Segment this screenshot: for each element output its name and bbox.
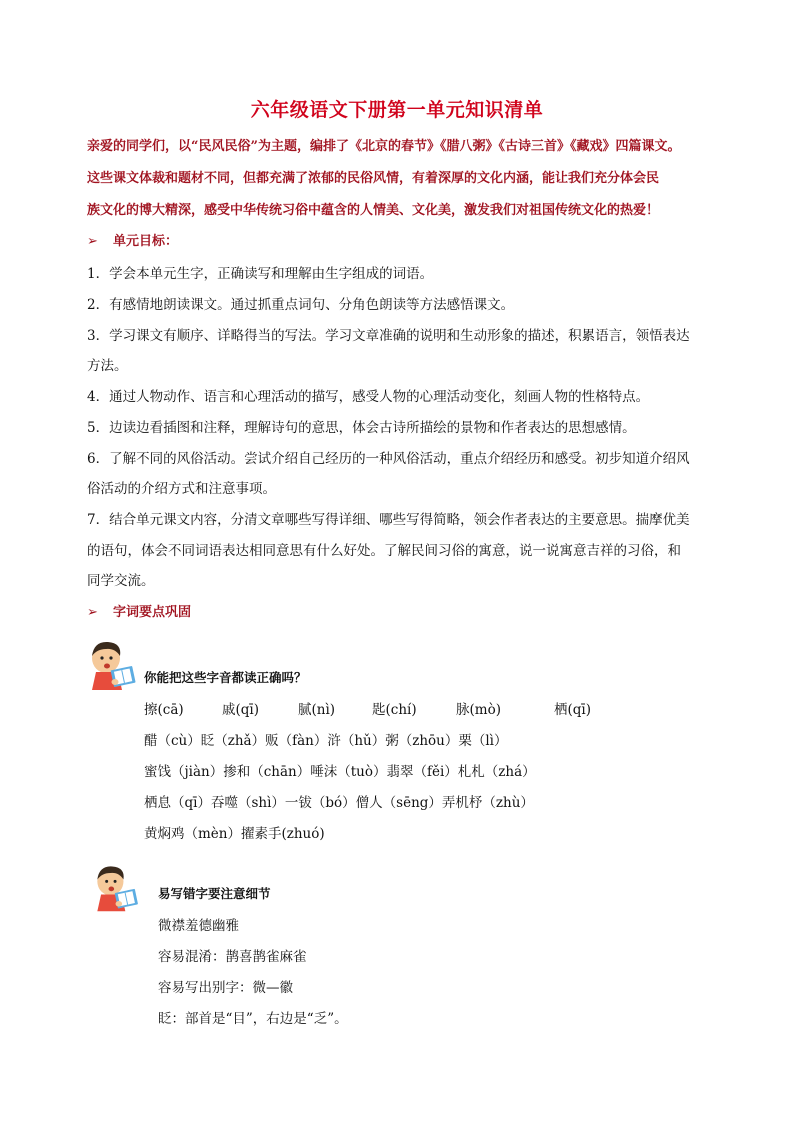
pinyin-item: 脉(mò): [456, 702, 501, 718]
section-label: 单元目标：: [113, 234, 179, 249]
reading-child-icon: [88, 862, 144, 912]
section-heading-words: [87, 601, 191, 620]
pinyin-item: 栖(qī): [554, 702, 591, 718]
goal-line: 2．有感情地朗读课文。通过抓重点词句、分角色朗读等方法感悟课文。: [87, 297, 515, 313]
goal-line: 的语句，体会不同词语表达相同意思有什么好处。了解民间习俗的寓意，说一说寓意吉祥的习俗，和: [87, 543, 681, 559]
pinyin-line: 黄焖鸡（mèn）擢素手(zhuó): [144, 826, 325, 842]
pinyin-item: 腻(nì): [298, 702, 336, 718]
goal-line: 4．通过人物动作、语言和心理活动的描写，感受人物的心理活动变化，刻画人物的性格特点。: [87, 389, 650, 405]
box-heading-spelling: 易写错字要注意细节: [158, 886, 271, 901]
section-heading-goals: [87, 230, 178, 249]
box-heading-pronunciation: 你能把这些字音都读正确吗？: [144, 670, 307, 685]
section-label: 字词要点巩固: [113, 605, 192, 620]
goal-line: 3．学习课文有顺序、详略得当的写法。学习文章准确的说明和生动形象的描述，积累语言，领悟表达: [87, 328, 690, 344]
arrow-bullet-icon: ➢: [87, 605, 98, 620]
spelling-line: 容易写出别字：微—徽: [158, 980, 293, 996]
goal-line: 5．边读边看插图和注释，理解诗句的意思，体会古诗所描绘的景物和作者表达的思想感情。: [87, 420, 636, 436]
arrow-bullet-icon: ➢: [87, 234, 98, 249]
pinyin-item: 戚(qī): [222, 702, 259, 718]
goal-line: 俗活动的介绍方式和注意事项。: [87, 481, 276, 497]
goal-line: 同学交流。: [87, 573, 155, 589]
page-title: 六年级语文下册第一单元知识清单: [250, 99, 544, 121]
goal-line: 6．了解不同的风俗活动。尝试介绍自己经历的一种风俗活动，重点介绍经历和感受。初步知道介绍风: [87, 451, 690, 467]
pinyin-line: 栖息（qī）吞噬（shì）一钹（bó）僧人（sēng）弄机杼（zhù）: [144, 795, 534, 811]
pinyin-line: 蜜饯（jiàn）掺和（chān）唾沫（tuò）翡翠（fěi）札札（zhá）: [144, 764, 536, 780]
intro-line: 亲爱的同学们，以“民风民俗”为主题，编排了《北京的春节》《腊八粥》《古诗三首》《藏戏》四篇课文。: [87, 139, 681, 154]
intro-line: 这些课文体裁和题材不同，但都充满了浓郁的民俗风情，有着深厚的文化内涵，能让我们充分体会民: [87, 171, 660, 186]
spelling-line: 眨：部首是“目”，右边是“乏”。: [158, 1011, 348, 1027]
pinyin-item: 匙(chí): [372, 702, 417, 718]
reading-child-icon: [82, 638, 142, 690]
pinyin-item: 擦(cā): [144, 702, 184, 718]
intro-line: 族文化的博大精深，感受中华传统习俗中蕴含的人情美、文化美，激发我们对祖国传统文化的热爱！: [87, 203, 660, 218]
goal-line: 方法。: [87, 358, 128, 374]
pinyin-line: 醋（cù）眨（zhǎ）贩（fàn）浒（hǔ）粥（zhōu）栗（lì）: [144, 733, 508, 749]
goal-line: 1．学会本单元生字，正确读写和理解由生字组成的词语。: [87, 266, 434, 282]
spelling-line: 容易混淆：鹊喜鹊雀麻雀: [158, 949, 307, 965]
goal-line: 7．结合单元课文内容，分清文章哪些写得详细、哪些写得简略，领会作者表达的主要意思。揣摩优美: [87, 512, 690, 528]
spelling-line: 微襟羞德幽雅: [158, 918, 239, 934]
